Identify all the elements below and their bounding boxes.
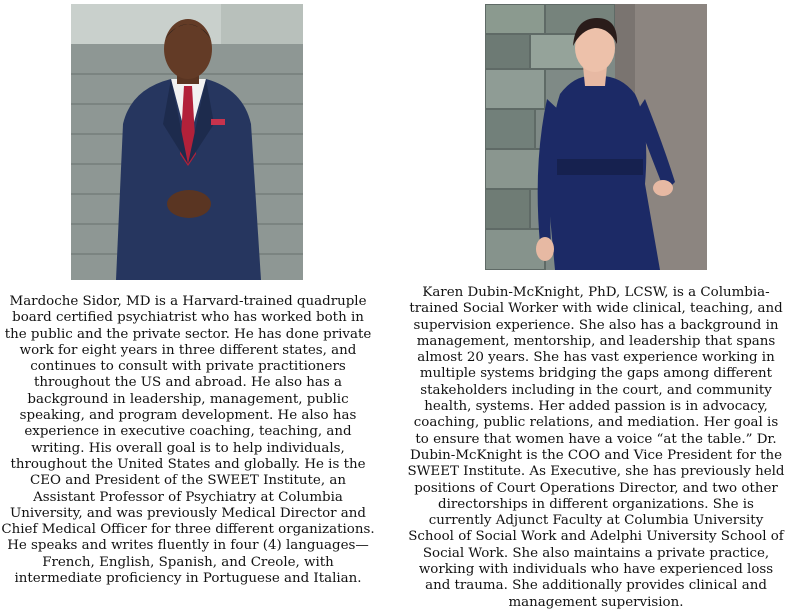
portrait-image bbox=[485, 4, 707, 270]
mardoche-sidor-photo bbox=[71, 4, 303, 280]
karen-dubin-mcknight-photo bbox=[485, 4, 707, 270]
mardoche-sidor-bio: Mardoche Sidor, MD is a Harvard-trained quadruple board certified psychiatrist who has worked both in the public and the private sector. He has done private work for eight years in three different states, and continues to consult with private practitioners throughout the US and abroad. He also has a background in leadership, management, public speaking, and program development. He also has experience in executive coaching, teaching, and writing. His overall goal is to help individuals, throughout the United States and globally. He is the CEO and President of the SWEET Institute, an Assistant Professor of Psychiatry at Columbia University, and was previously Medical Director and Chief Medical Officer for three different organizations. He speaks and writes fluently in four (4) languages—French, English, Spanish, and Creole, with intermediate proficiency in Portuguese and Italian. bbox=[1, 294, 375, 587]
portrait-image bbox=[71, 4, 303, 280]
karen-dubin-mcknight-bio: Karen Dubin-McKnight, PhD, LCSW, is a Columbia-trained Social Worker with wide clinical, teaching, and supervision experience. She also has a background in management, mentorship, and leadership that spans almost 20 years. She has vast experience working in multiple systems bridging the gaps among different stakeholders including in the court, and community health, systems. Her added passion is in advocacy, coaching, public relations, and mediation. Her goal is to ensure that women have a voice “at the table.” Dr. Dubin-McKnight is the COO and Vice President for the SWEET Institute. As Executive, she has previously held positions of Court Operations Director, and two other directorships in different organizations. She is currently Adjunct Faculty at Columbia University School of Social Work and Adelphi University School of Social Work. She also maintains a private practice, working with individuals who have experienced loss and trauma. She additionally provides clinical and management supervision. bbox=[407, 285, 785, 610]
